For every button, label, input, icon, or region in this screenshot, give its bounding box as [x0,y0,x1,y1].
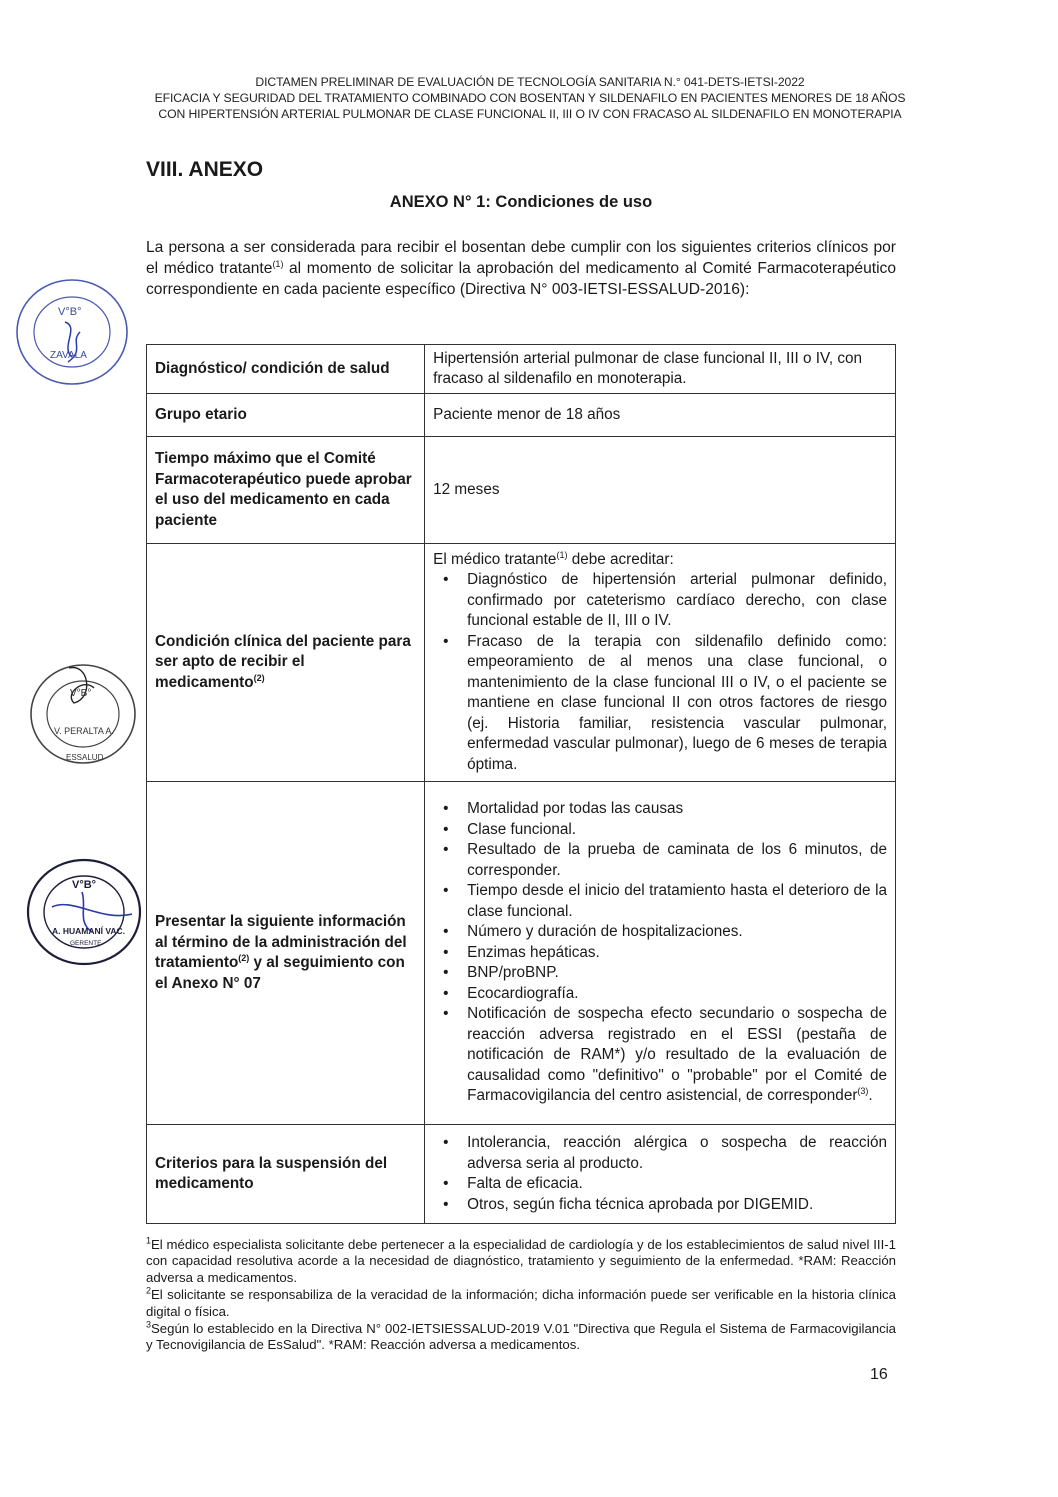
row-label: Tiempo máximo que el Comité Farmacoterapéutico puede aprobar el uso del medicamento en cada paciente [147,437,425,544]
svg-text:ESSALUD: ESSALUD [66,753,104,762]
list-item: • Mortalidad por todas las causas [467,799,887,820]
list-item: • Otros, según ficha técnica aprobada por DIGEMID. [467,1195,887,1216]
list-item: • Tiempo desde el inicio del tratamiento hasta el deterioro de la clase funcional. [467,881,887,922]
approval-stamp-zavala [10,272,134,392]
list-item: • Ecocardiografía. [467,984,887,1005]
row-label: Grupo etario [147,394,425,437]
table-row-suspension-criteria [147,1125,896,1224]
row-value [425,544,896,782]
row-value: 12 meses [425,437,896,544]
list-item: • Fracaso de la terapia con sildenafilo definido como: empeoramiento de al menos una clase funcional, o mantenimiento de la clase funcional III o IV, o el paciente se mantiene en clase funcional II con otros factores de riesgo (ej. Historia familiar, resistencia vascular pulmonar, enfermedad vascular pulmonar), luego de 6 meses de terapia óptima. [467,632,887,776]
approval-stamp-huamani [22,852,146,972]
svg-text:V°B°: V°B° [72,879,97,891]
row-label: Diagnóstico/ condición de salud [147,345,425,394]
row-value [425,1125,896,1224]
list-item: • Intolerancia, reacción alérgica o sospecha de reacción adversa seria al producto. [467,1133,887,1174]
row-value [425,782,896,1125]
list-item: • Clase funcional. [467,820,887,841]
table-row-age-group [147,394,896,437]
list-item: • Número y duración de hospitalizaciones. [467,922,887,943]
header-line-1: DICTAMEN PRELIMINAR DE EVALUACIÓN DE TECNOLOGÍA SANITARIA N.° 041-DETS-IETSI-2022 [255,75,805,89]
conditions-table [146,344,896,1224]
svg-text:V. PERALTA A.: V. PERALTA A. [54,726,114,736]
approval-stamp-peralta [24,658,142,770]
intro-paragraph: La persona a ser considerada para recibir el bosentan debe cumplir con los siguientes criterios clínicos por el médico tratante$^{(1)}$ al momento de solicitar la aprobación del medicamento al Comité Farmacoterapéutico correspondiente en cada paciente específico (Directiva N° 003-IETSI-ESSALUD-2016): [146,239,897,298]
footnote-2: $^2$El solicitante se responsabiliza de la veracidad de la información; dicha información puede ser verificable en la historia clínica digital o física. [146,1285,896,1319]
footnote-3: $^3$Según lo establecido en la Directiva N° 002-IETSIESSALUD-2019 V.01 "Directiva que Regula el Sistema de Farmacovigilancia y Tecnovigilancia de EsSalud". *RAM: Reacción adversa a medicamentos. [146,1319,896,1353]
page-number: 16 [870,1366,888,1383]
svg-text:GERENTE: GERENTE [70,940,102,947]
bullet-list [433,570,887,775]
svg-text:V°B°: V°B° [58,306,82,318]
bullet-list [433,1133,887,1215]
table-row-max-time [147,437,896,544]
list-item: • BNP/proBNP. [467,963,887,984]
footnotes [146,1237,896,1355]
footnote-1: $^1$El médico especialista solicitante debe pertenecer a la especialidad de cardiología y de los establecimientos de salud nivel III-1 con capacidad resolutiva acorde a la necesidad de diagnóstico, tratamiento y seguimiento de la enfermedad. *RAM: Reacción adversa a medicamentos. [146,1235,896,1285]
list-item: • Notificación de sospecha efecto secundario o sospecha de reacción adversa registrado en el ESSI (pestaña de notificación de RAM*) y/o resultado de la evaluación de causalidad como "definitivo" o "probable" por el Comité de Farmacovigilancia del centro asistencial, de corresponder$^{(3)}$. [467,1004,887,1107]
annex-title: ANEXO N° 1: Condiciones de uso [389,193,653,211]
header-line-2: EFICACIA Y SEGURIDAD DEL TRATAMIENTO COMBINADO CON BOSENTAN Y SILDENAFILO EN PACIENTES MENORES DE 18 AÑOS [154,91,906,105]
section-title: VIII. ANEXO [146,158,264,181]
row-label: Presentar la siguiente información al término de la administración del tratamiento$^{(2)}$ y al seguimiento con el Anexo N° 07 [147,782,425,1125]
header-line-3: CON HIPERTENSIÓN ARTERIAL PULMONAR DE CLASE FUNCIONAL II, III O IV CON FRACASO AL SILDENAFILO EN MONOTERAPIA [158,107,902,121]
bullet-list [433,799,887,1107]
svg-text:A. HUAMANÍ VAC.: A. HUAMANÍ VAC. [52,926,126,936]
row-value: Paciente menor de 18 años [425,394,896,437]
list-item: • Enzimas hepáticas. [467,943,887,964]
row-value: Hipertensión arterial pulmonar de clase funcional II, III o IV, con fracaso al sildenafilo en monoterapia. [425,345,896,394]
list-item: • Falta de eficacia. [467,1174,887,1195]
svg-text:ZAVALA: ZAVALA [50,350,87,361]
row-label: Condición clínica del paciente para ser apto de recibir el medicamento$^{(2)}$ [147,544,425,782]
table-row-clinical-condition [147,544,896,782]
document-header [120,74,940,122]
svg-text:V°B°: V°B° [70,688,92,699]
list-item: • Diagnóstico de hipertensión arterial pulmonar definido, confirmado por cateterismo cardíaco derecho, con clase funcional estable de II, III o IV. [467,570,887,632]
row-label: Criterios para la suspensión del medicamento [147,1125,425,1224]
table-row-followup-info [147,782,896,1125]
row-intro: El médico tratante$^{(1)}$ debe acreditar: [433,549,674,568]
table-row-diagnosis [147,345,896,394]
list-item: • Resultado de la prueba de caminata de los 6 minutos, de corresponder. [467,840,887,881]
